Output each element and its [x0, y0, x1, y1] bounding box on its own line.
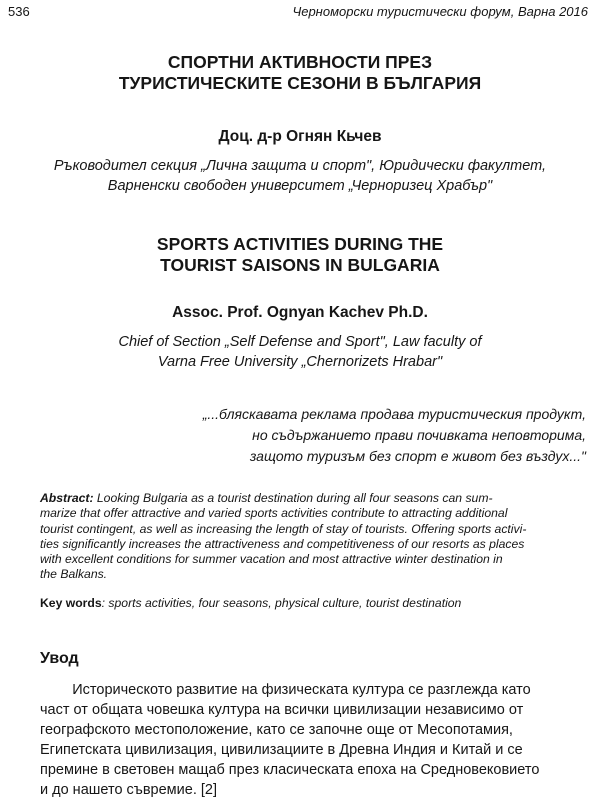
abstract-line: tourist contingent, as well as increasing the length of stay of tourists. Offering sports activi- [40, 521, 527, 536]
keywords-label: Key words [40, 596, 102, 610]
title-bulgarian-line: СПОРТНИ АКТИВНОСТИ ПРЕЗ [167, 52, 433, 72]
affiliation-english-line: Chief of Section „Self Defense and Sport", Law faculty of [118, 334, 482, 350]
author-english: Assoc. Prof. Ognyan Kachev Ph.D. [172, 304, 428, 321]
epigraph-line: но съдържанието прави почивката неповторима, [252, 427, 586, 443]
affiliation-english [20, 332, 580, 372]
abstract-line: the Balkans. [40, 567, 108, 582]
abstract [40, 491, 588, 583]
author-bulgarian: Доц. д-р Огнян Кьчев [218, 128, 382, 145]
intro-paragraph [40, 680, 588, 800]
page-header [8, 4, 588, 22]
abstract-label: Abstract: [40, 491, 94, 505]
intro-line: Египетската цивилизация, цивилизациите в Древна Индия и Китай и се [40, 742, 523, 758]
abstract-line: ties significantly increases the attractiveness and competitiveness of our resorts as places [40, 536, 525, 551]
title-english-line: TOURIST SAISONS IN BULGARIA [160, 255, 440, 275]
epigraph-line: защото туризъм без спорт е живот без въздух..." [249, 448, 586, 464]
keywords-text: : sports activities, four seasons, physical culture, tourist destination [101, 596, 462, 610]
intro-line: Историческото развитие на физическата култура се разглежда като [40, 682, 531, 698]
abstract-line [40, 491, 588, 506]
intro-line: географското местоположение, като се започне още от Месопотамия, [40, 722, 513, 738]
keywords [40, 596, 588, 610]
intro-line: премине в световен мащаб през класическата епоха на Средновековието [40, 762, 540, 778]
title-english [40, 234, 560, 276]
running-head: Черноморски туристически форум, Варна 2016 [292, 4, 588, 19]
affiliation-bulgarian-line: Ръководител секция „Лична защита и спорт", Юридически факултет, [53, 158, 547, 174]
affiliation-english-line: Varna Free University „Chernorizets Hrabar" [157, 354, 443, 370]
intro-line: и до нашето съвремие. [2] [40, 782, 217, 798]
affiliation-bulgarian-line: Варненски свободен университет „Черноризец Храбър" [107, 178, 493, 194]
title-english-line: SPORTS ACTIVITIES DURING THE [156, 234, 444, 254]
abstract-line: with excellent conditions for summer vacation and most attractive winter destination in [40, 552, 503, 567]
title-bulgarian [40, 52, 560, 94]
abstract-line: marize that offer attractive and varied sports activities contribute to attracting additional [40, 506, 508, 521]
affiliation-bulgarian [20, 156, 580, 196]
abstract-text: Looking Bulgaria as a tourist destination during all four seasons can sum- [93, 491, 493, 505]
epigraph-line: „...бляскавата реклама продава туристическия продукт, [202, 406, 586, 422]
epigraph [150, 404, 586, 467]
intro-line: част от общата човешка култура на всички цивилизации независимо от [40, 702, 524, 718]
title-bulgarian-line: ТУРИСТИЧЕСКИТЕ СЕЗОНИ В БЪЛГАРИЯ [118, 73, 482, 93]
section-heading-intro: Увод [40, 650, 79, 667]
page-number: 536 [8, 4, 30, 19]
